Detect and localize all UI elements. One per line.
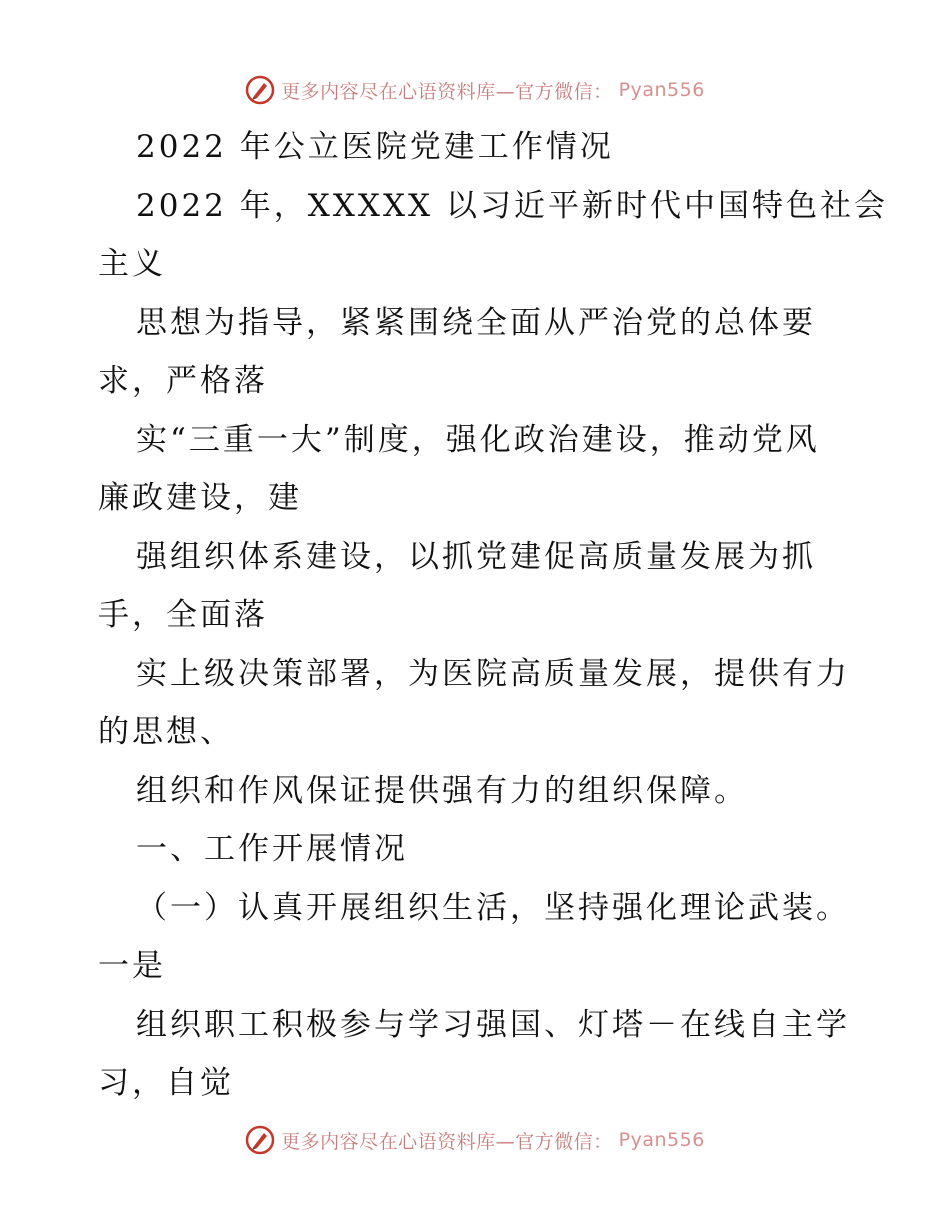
header-watermark [245,75,705,105]
text-line: 一是 [98,948,166,984]
text-line: 2022 年公立医院党建工作情况 [136,129,614,165]
text-line: 2022 年，XXXXX 以习近平新时代中国特色社会 [136,187,888,224]
footer-watermark-banner [0,1120,950,1160]
text-line: 的思想、 [98,714,234,750]
text-line: 习，自觉 [98,1065,234,1101]
text-line: 强组织体系建设，以抓党建促高质量发展为抓 [136,538,816,575]
text-line: 主义 [98,246,166,282]
header-watermark-text: 更多内容尽在心语资料库—官方微信： [281,80,613,103]
footer-watermark [245,1125,705,1155]
text-line: 廉政建设，建 [98,480,302,516]
header-watermark-banner [0,70,950,110]
text-line: 求，严格落 [98,363,268,399]
text-line: 组织和作风保证提供强有力的组织保障。 [136,772,748,809]
document-body [98,118,888,1113]
pen-nib-icon [245,1125,275,1155]
text-line: 思想为指导，紧紧围绕全面从严治党的总体要 [136,304,816,341]
text-line: 一、工作开展情况 [136,831,408,867]
header-watermark-handle: Pyan556 [618,79,705,101]
text-line: 实上级决策部署，为医院高质量发展，提供有力 [136,655,850,692]
footer-watermark-text: 更多内容尽在心语资料库—官方微信： [281,1130,613,1153]
text-line: 实“三重一大”制度，强化政治建设，推动党风 [136,421,820,458]
footer-watermark-handle: Pyan556 [618,1129,705,1151]
text-line: 组织职工积极参与学习强国、灯塔－在线自主学 [136,1006,850,1043]
text-line: 手，全面落 [98,597,268,633]
pen-nib-icon [245,75,275,105]
text-line: （一）认真开展组织生活，坚持强化理论武装。 [136,889,850,926]
